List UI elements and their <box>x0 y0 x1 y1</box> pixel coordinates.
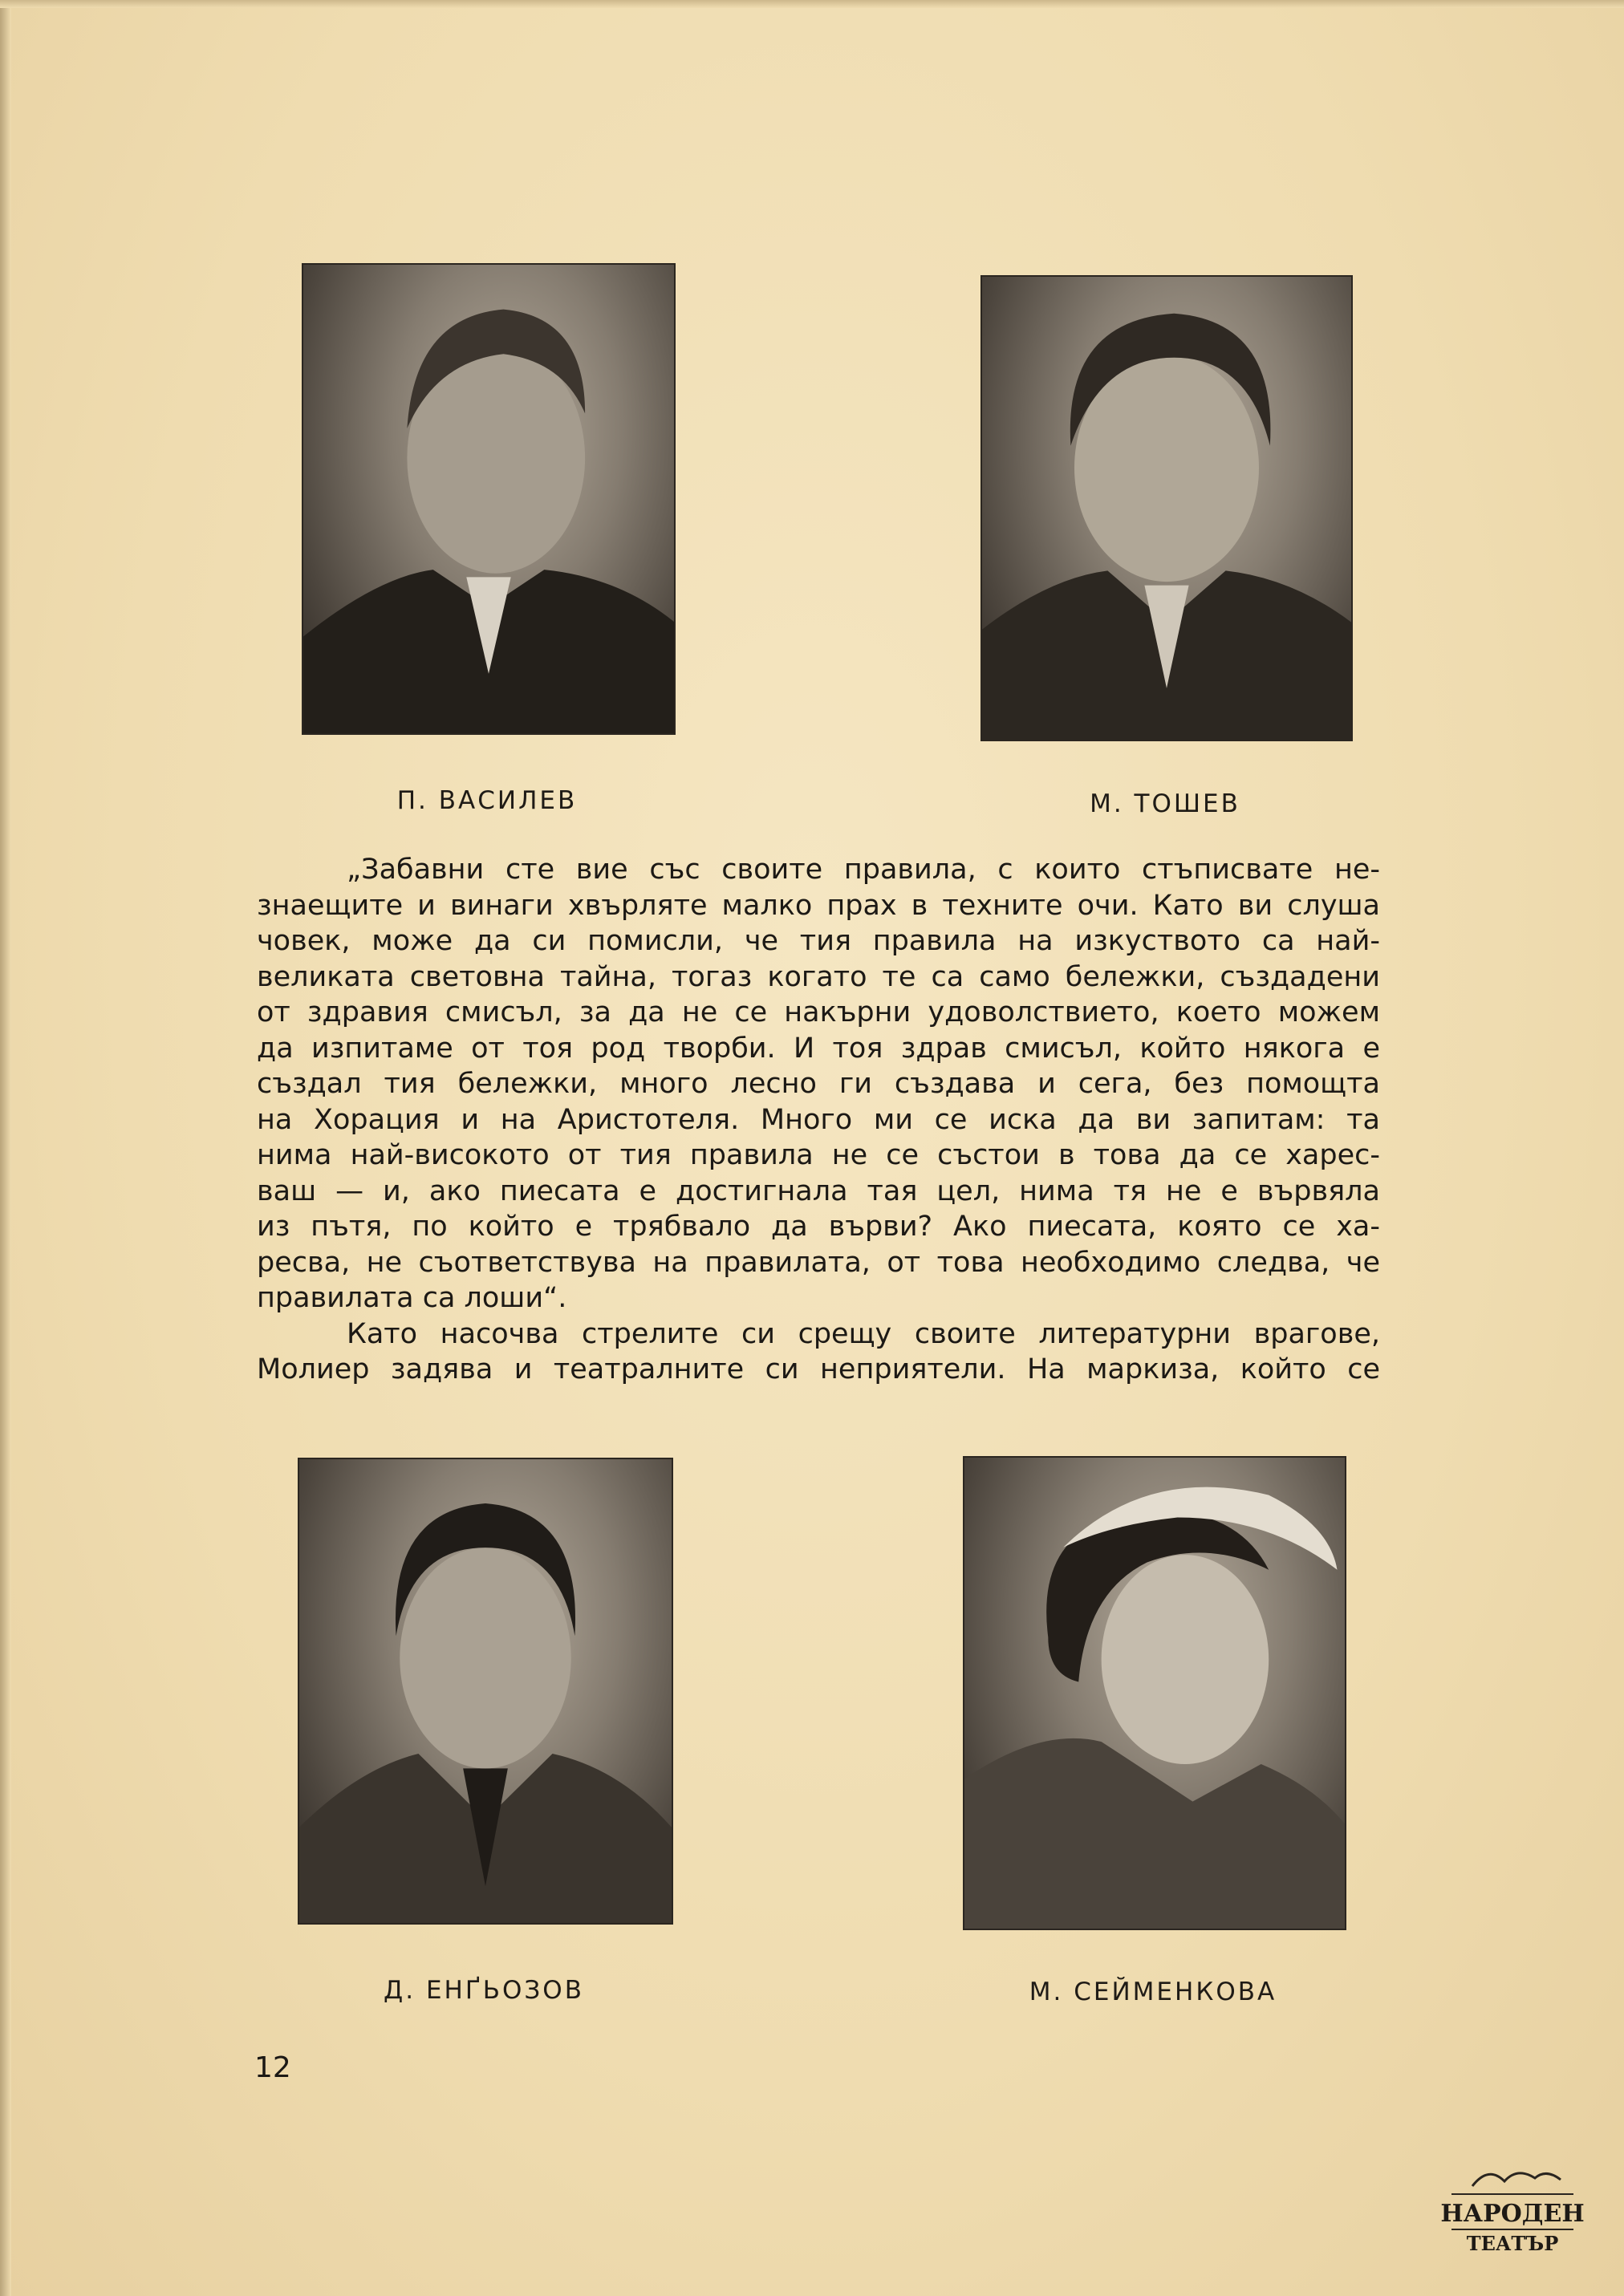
body-line: ваш — и, ако пиесата е достигнала тая цел, нима тя не е вървяла <box>257 1174 1380 1207</box>
portrait-photo-engyozov <box>298 1458 673 1925</box>
page-number: 12 <box>254 2051 291 2084</box>
portrait-photo-vasilev <box>302 263 676 735</box>
portrait-silhouette <box>299 1459 672 1923</box>
body-line: из пътя, по който е трябвало да върви? Ако пиесата, която се ха- <box>257 1211 1380 1243</box>
body-line: на Хорация и на Аристотеля. Много ми се иска да ви запитам: та <box>257 1103 1380 1136</box>
body-line: да изпитаме от тоя род творби. И тоя здрав смисъл, който някога е <box>257 1032 1380 1065</box>
body-line: от здравия смисъл, за да не се накърни удоволствието, което можем <box>257 996 1380 1028</box>
body-line: Като насочва стрелите си срещу своите литературни врагове, <box>347 1317 1380 1350</box>
page-edge-top <box>0 0 1624 8</box>
theatre-logo <box>1440 2162 1585 2257</box>
caption-seymenkova: М. СЕЙМЕНКОВА <box>1029 1978 1277 2006</box>
body-line: великата световна тайна, тогаз когато те са само бележки, създадени <box>257 960 1380 993</box>
theatre-logo-icon <box>1440 2162 1585 2257</box>
body-line: създал тия бележки, много лесно ги създава и сега, без помощта <box>257 1068 1380 1100</box>
page-edge-shadow <box>0 0 11 2296</box>
portrait-photo-seymenkova <box>963 1456 1346 1930</box>
portrait-silhouette <box>964 1458 1345 1929</box>
logo-line2: ТЕАТЪР <box>1466 2232 1559 2255</box>
caption-engyozov: Д. ЕНҐЬОЗОВ <box>384 1976 584 2005</box>
body-line: човек, може да си помисли, че тия правила на изкуството са най- <box>257 925 1380 957</box>
portrait-photo-toshev <box>980 275 1353 741</box>
caption-vasilev: П. ВАСИЛЕВ <box>396 786 578 815</box>
portrait-silhouette <box>303 265 674 733</box>
body-line: правилата са лоши“. <box>257 1282 567 1314</box>
logo-line1: НАРОДЕН <box>1440 2200 1585 2228</box>
body-line: Молиер задява и театралните си неприятели. На маркиза, който се <box>257 1353 1380 1385</box>
body-line: нима най-високото от тия правила не се състои в това да се харес- <box>257 1139 1380 1171</box>
body-line: ресва, не съответствува на правилата, от това необходимо следва, че <box>257 1246 1380 1279</box>
body-line: „Забавни сте вие със своите правила, с които стъписвате не- <box>347 854 1380 886</box>
portrait-silhouette <box>982 277 1351 740</box>
caption-toshev: М. ТОШЕВ <box>1090 789 1240 818</box>
article-body-text <box>257 852 1380 1388</box>
body-line: знаещите и винаги хвърляте малко прах в техните очи. Като ви слуша <box>257 889 1380 922</box>
